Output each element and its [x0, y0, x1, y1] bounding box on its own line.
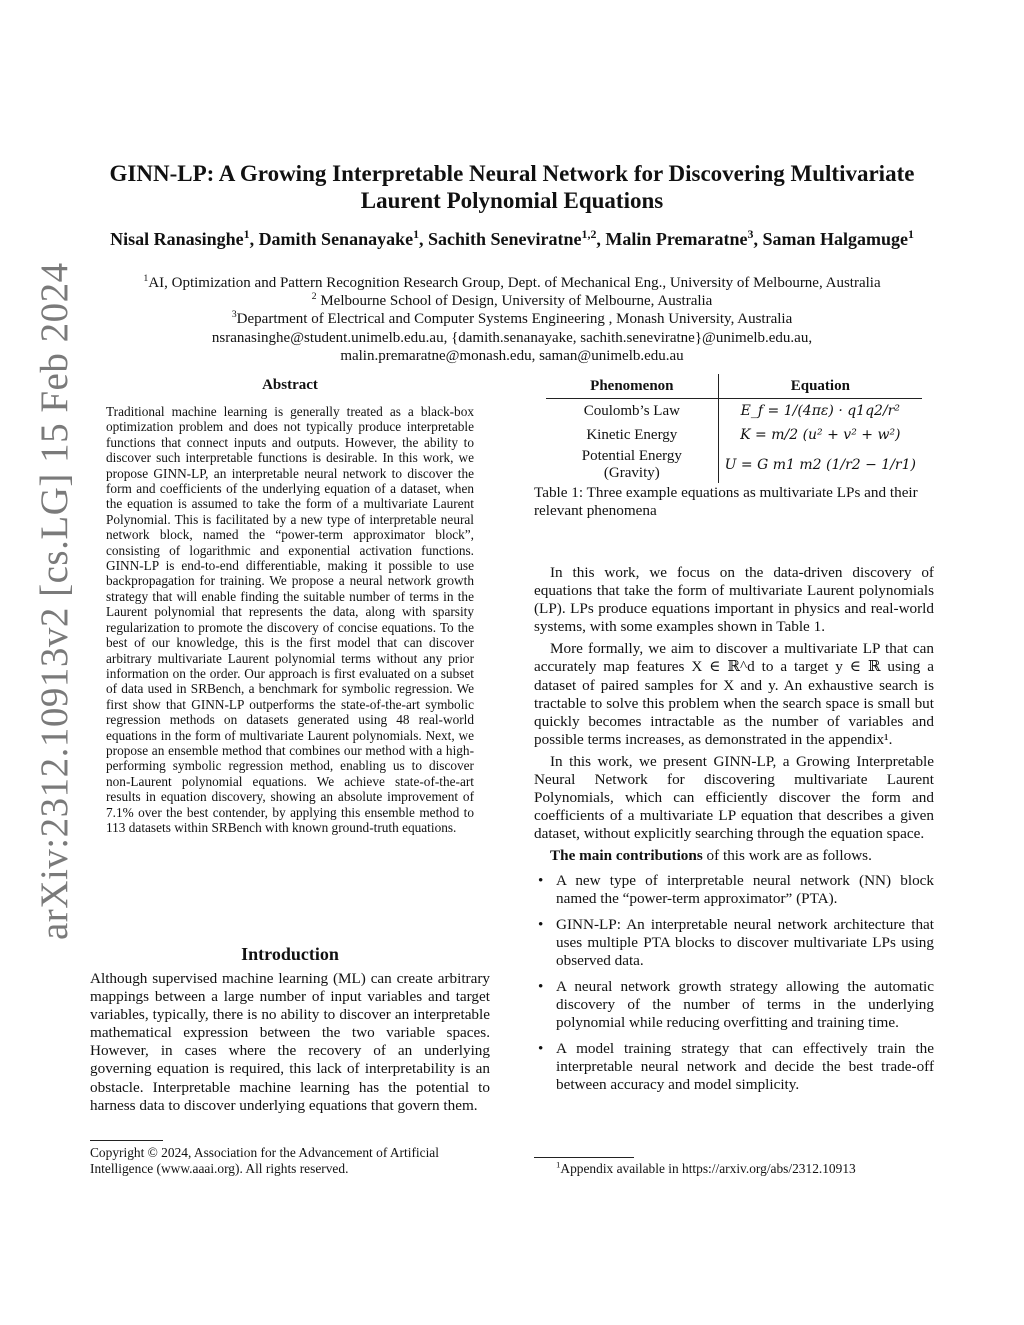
right-column-body	[534, 564, 934, 1103]
equations-table	[546, 374, 922, 483]
footnote-rule	[534, 1157, 634, 1158]
table-row	[546, 423, 922, 447]
author: Sachith Seneviratne	[428, 229, 582, 249]
author: Malin Premaratne	[605, 229, 748, 249]
introduction-heading: Introduction	[241, 944, 339, 964]
author: Nisal Ranasinghe	[110, 229, 244, 249]
footnote-rule	[90, 1140, 163, 1141]
list-item: • GINN-LP: An interpretable neural network architecture that uses multiple PTA blocks to discover multivariate LPs using observed data.	[556, 916, 934, 970]
author-list: Nisal Ranasinghe$^1$, Damith Senanayake$^1$, Sachith Seneviratne$^{1,2}$, Malin Premaratne$^3$, Saman Halgamuge$^1$	[110, 227, 914, 249]
copyright-notice: Copyright © 2024, Association for the Advancement of Artificial Intelligence (www.aaai.org). All rights reserved.	[90, 1145, 439, 1176]
affiliation: $^1$AI, Optimization and Pattern Recognition Research Group, Dept. of Mechanical Eng., University of Melbourne, Australia	[143, 273, 881, 291]
abstract-heading: Abstract	[262, 377, 318, 393]
author: Saman Halgamuge	[762, 229, 908, 249]
contributions-lead: The main contributions of this work are as follows.	[550, 847, 872, 865]
table-row	[546, 447, 922, 483]
email-line: nsranasinghe@student.unimelb.edu.au, {damith.senanayake, sachith.seneviratne}@unimelb.edu.au,	[211, 329, 813, 346]
table-header: Phenomenon	[546, 374, 718, 399]
list-item: • A new type of interpretable neural network (NN) block named the “power-term approximator” (PTA).	[556, 872, 934, 908]
equation-cell: K = m/2 (u² + v² + w²)	[740, 427, 901, 443]
table-row	[546, 399, 922, 424]
paper-title: GINN-LP: A Growing Interpretable Neural Network for Discovering Multivariate Laurent Polynomial Equations	[109, 161, 915, 213]
paragraph: More formally, we aim to discover a multivariate LP that can accurately map features X ∈ ℝ^d to a target y ∈ ℝ using a dataset of paired samples for X and y. An exhaustive search is tractable to solve this problem when the search space is small but quickly becomes intractable as the number of variables and possible terms increases, as demonstrated in the appendix¹.	[534, 640, 934, 748]
affiliations	[80, 274, 944, 365]
introduction-text: Although supervised machine learning (ML) can create arbitrary mappings between a large number of input variables and target variables, typically, there is no ability to discover an interpretable mathematical expression between the two variable spaces. However, in cases where the recovery of an underlying governing equation is required, this lack of interpretability is an obstacle. Interpretable machine learning has the potential to harness data to discover underlying equations that govern them.	[90, 970, 490, 1114]
table-header: Equation	[718, 374, 922, 399]
table-caption: Table 1: Three example equations as multivariate LPs and their relevant phenomena	[534, 484, 918, 520]
list-item: • A neural network growth strategy allowing the automatic discovery of the number of terms in the underlying polynomial while reducing overfitting and training time.	[556, 978, 934, 1032]
affiliation: $^2$ Melbourne School of Design, University of Melbourne, Australia	[311, 291, 713, 310]
contributions-list	[534, 872, 934, 1095]
arxiv-watermark: arXiv:2312.10913v2 [cs.LG] 15 Feb 2024	[33, 262, 76, 940]
paragraph: In this work, we present GINN-LP, a Growing Interpretable Neural Network for discovering multivariate Laurent Polynomials, which can efficiently discover the form and coefficients of a multivariate LP equation that describes a given dataset, without explicitly searching through the equation space.	[534, 752, 934, 843]
equation-cell: E_f = 1/(4πε) · q1q2/r²	[740, 403, 900, 419]
table-cell: Coulomb’s Law	[546, 399, 718, 424]
affiliation: $^3$Department of Electrical and Computer Systems Engineering , Monash University, Australia	[231, 309, 793, 328]
author: Damith Senanayake	[258, 229, 414, 249]
table-cell: Kinetic Energy	[546, 423, 718, 447]
email-line: malin.premaratne@monash.edu, saman@unimelb.edu.au	[340, 347, 684, 364]
footnote: $^1$Appendix available in https://arxiv.org/abs/2312.10913	[556, 1159, 856, 1176]
equation-cell: U = G m1 m2 (1/r2 − 1/r1)	[724, 457, 916, 473]
table-cell: Potential Energy (Gravity)	[546, 447, 718, 483]
paragraph: In this work, we focus on the data-driven discovery of equations that take the form of multivariate Laurent polynomials (LP). LPs produce equations important in physics and real-world systems, with some examples shown in Table 1.	[534, 564, 934, 636]
abstract-text: Traditional machine learning is generally treated as a black-box optimization problem and does not typically produce interpretable functions that connect inputs and outputs. However, the ability to discover such interpretable functions is desirable. In this work, we propose GINN-LP, an interpretable neural network to discover the form and coefficients of the underlying equation of a dataset, when the equation is assumed to take the form of a multivariate Laurent Polynomial. This is facilitated by a new type of interpretable neural network block, named the “power-term approximator block”, consisting of logarithmic and exponential activation functions. GINN-LP is end-to-end differentiable, making it possible to use backpropagation for training. We propose a neural network growth strategy that will enable finding the suitable number of terms in the Laurent polynomial that represents the data, along with sparsity regularization to promote the discovery of concise equations. To the best of our knowledge, this is the first model that can discover arbitrary multivariate Laurent polynomial terms without any prior information on the order. Our approach is first evaluated on a subset of data used in SRBench, a benchmark for symbolic regression. We first show that GINN-LP outperforms the state-of-the-art symbolic regression methods on datasets generated using 48 real-world equations in the form of multivariate Laurent polynomials. Next, we propose an ensemble method that combines our method with a high-performing symbolic regression method, enabling us to discover non-Laurent polynomial equations. We achieve state-of-the-art results in equation discovery, showing an absolute improvement of 7.1% over the best contender, by applying this ensemble method to 113 datasets within SRBench with known ground-truth equations.	[106, 404, 474, 835]
list-item: • A model training strategy that can effectively train the interpretable neural network and decide the best trade-off between accuracy and model simplicity.	[556, 1040, 934, 1094]
